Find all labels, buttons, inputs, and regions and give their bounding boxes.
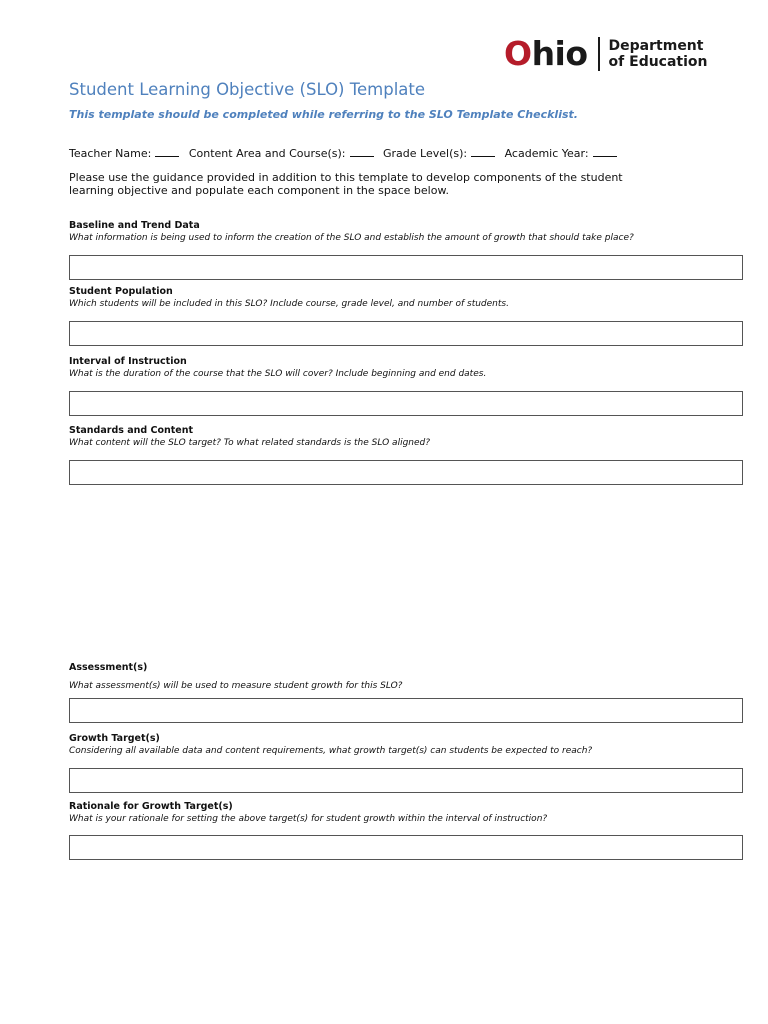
section-interval-of-instruction xyxy=(69,356,743,380)
section-standards-and-content xyxy=(69,425,743,449)
section-baseline-trend-data xyxy=(69,220,743,244)
rationale-growth-targets-field[interactable] xyxy=(69,835,743,860)
ohio-department-of-education-logo xyxy=(504,34,708,74)
section-title: Assessment(s) xyxy=(69,662,148,673)
section-title: Student Population xyxy=(69,286,173,297)
section-title: Interval of Instruction xyxy=(69,356,187,367)
interval-of-instruction-field[interactable] xyxy=(69,391,743,416)
teacher-info-line xyxy=(69,146,623,160)
section-student-population xyxy=(69,286,743,310)
logo-ohio-wordmark: Ohio xyxy=(504,34,588,73)
section-rationale-growth-targets xyxy=(69,801,743,825)
page-title: Student Learning Objective (SLO) Template xyxy=(69,80,426,99)
section-question: What assessment(s) will be used to measure student growth for this SLO? xyxy=(69,681,403,691)
content-area-blank[interactable] xyxy=(350,146,374,157)
section-assessments xyxy=(69,662,743,692)
section-question: What is the duration of the course that the SLO will cover? Include beginning and end dates. xyxy=(69,369,487,379)
section-question: Considering all available data and content requirements, what growth target(s) can students be expected to reach? xyxy=(69,746,593,756)
section-title: Rationale for Growth Target(s) xyxy=(69,801,233,812)
section-question: Which students will be included in this SLO? Include course, grade level, and number of students. xyxy=(69,299,509,309)
academic-year-label: Academic Year: xyxy=(504,147,589,160)
section-title: Growth Target(s) xyxy=(69,733,160,744)
grade-level-blank[interactable] xyxy=(471,146,495,157)
section-title: Standards and Content xyxy=(69,425,194,436)
academic-year-blank[interactable] xyxy=(593,146,617,157)
section-question: What information is being used to inform the creation of the SLO and establish the amount of growth that should take place? xyxy=(69,233,634,243)
page-subtitle: This template should be completed while referring to the SLO Template Checklist. xyxy=(69,108,578,121)
section-title: Baseline and Trend Data xyxy=(69,220,200,231)
intro-paragraph: Please use the guidance provided in addition to this template to develop components of the student learning objective and populate each component in the space below. xyxy=(69,171,623,197)
section-growth-targets xyxy=(69,733,743,757)
growth-targets-field[interactable] xyxy=(69,768,743,793)
teacher-name-label: Teacher Name: xyxy=(69,147,152,160)
content-area-label: Content Area and Course(s): xyxy=(188,147,346,160)
section-question: What is your rationale for setting the above target(s) for student growth within the interval of instruction? xyxy=(69,814,548,824)
teacher-name-blank[interactable] xyxy=(155,146,179,157)
baseline-trend-data-field[interactable] xyxy=(69,255,743,280)
standards-and-content-field[interactable] xyxy=(69,460,743,485)
logo-divider xyxy=(598,37,600,71)
grade-level-label: Grade Level(s): xyxy=(383,147,468,160)
section-question: What content will the SLO target? To what related standards is the SLO aligned? xyxy=(69,438,431,448)
student-population-field[interactable] xyxy=(69,321,743,346)
assessments-field[interactable] xyxy=(69,698,743,723)
logo-department-text: Department of Education xyxy=(608,38,708,70)
